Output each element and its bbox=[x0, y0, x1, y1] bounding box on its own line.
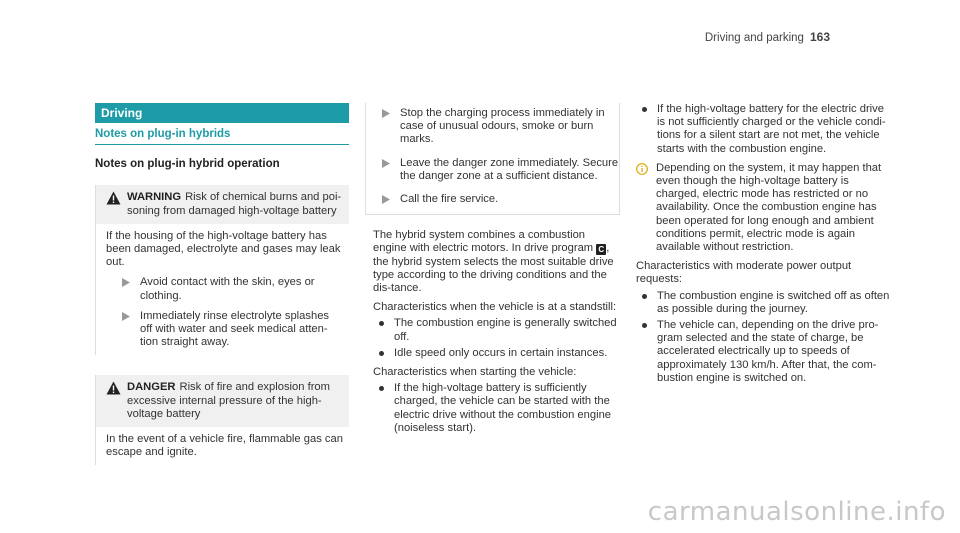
warning-body bbox=[96, 224, 349, 356]
arrow-right-icon bbox=[122, 278, 130, 287]
moderate-power-list bbox=[636, 290, 891, 385]
list-item-text: If the high-voltage battery for the electric drive is not sufficiently charged or the vehicle condi-tions for a silent start are not met, the vehicle starts with the combustion engine. bbox=[657, 103, 886, 155]
arrow-right-icon bbox=[382, 109, 390, 118]
list-item-text: If the high-voltage battery is sufficiently charged, the vehicle can be started with the electric drive without the combustion engine (noiseless start). bbox=[394, 382, 612, 434]
list-item bbox=[636, 290, 891, 316]
watermark: carmanualsonline.info bbox=[647, 497, 946, 527]
start-list-continued bbox=[636, 103, 891, 156]
steps-panel bbox=[365, 103, 620, 215]
step-text: Stop the charging process immediately in case of unusual odours, smoke or burn marks. bbox=[400, 107, 605, 146]
warning-header bbox=[96, 185, 349, 223]
standstill-heading: Characteristics when the vehicle is at a standstill: bbox=[373, 301, 617, 314]
header-section: Driving and parking bbox=[704, 32, 804, 44]
info-text: Depending on the system, it may happen that even though the high-voltage battery is charged, electric mode has restricted or no availability. Once the combustion engine has been operated for long enough and ambient conditions permit, electric mode is again available without restriction. bbox=[656, 161, 882, 254]
step-text: Call the fire service. bbox=[400, 193, 499, 206]
bullet-icon bbox=[642, 107, 647, 112]
danger-triangle-icon bbox=[106, 381, 121, 395]
bullet-icon bbox=[379, 386, 384, 391]
warning-label: WARNING bbox=[127, 191, 182, 204]
list-item bbox=[373, 317, 620, 343]
standstill-list bbox=[365, 317, 620, 360]
arrow-right-icon bbox=[122, 312, 130, 321]
info-note bbox=[636, 162, 891, 254]
bullet-icon bbox=[379, 321, 384, 326]
list-item bbox=[373, 382, 620, 435]
starting-list bbox=[365, 382, 620, 435]
warning-triangle-icon bbox=[106, 191, 121, 205]
bullet-icon bbox=[642, 294, 647, 299]
step-item bbox=[366, 107, 619, 147]
list-item bbox=[373, 347, 620, 360]
page-header bbox=[705, 30, 830, 44]
step-text: Leave the danger zone immediately. Secure the danger zone at a sufficient distance. bbox=[400, 156, 619, 182]
danger-body-text: In the event of a vehicle fire, flammable gas can escape and ignite. bbox=[106, 433, 343, 459]
page-number: 163 bbox=[809, 30, 830, 44]
arrow-right-icon bbox=[382, 195, 390, 204]
info-icon bbox=[636, 163, 648, 175]
warning-title bbox=[127, 191, 343, 217]
subsection-title: Notes on plug-in hybrids bbox=[95, 128, 349, 145]
step-text: Avoid contact with the skin, eyes or clothing. bbox=[140, 276, 315, 302]
heading: Notes on plug-in hybrid operation bbox=[95, 158, 280, 171]
starting-heading: Characteristics when starting the vehicle: bbox=[373, 366, 577, 379]
warning-body-text: If the housing of the high-voltage battery has been damaged, electrolyte and gases may leak out. bbox=[106, 229, 341, 269]
arrow-right-icon bbox=[382, 159, 390, 168]
step-item bbox=[106, 276, 343, 302]
section-bar: Driving bbox=[95, 103, 349, 123]
intro-text-b: , the hybrid system selects the most suitable drive type according to the driving conditions and the dis-tance. bbox=[373, 242, 614, 295]
warning-box bbox=[95, 185, 349, 355]
danger-label: DANGER bbox=[127, 381, 176, 394]
moderate-power-heading: Characteristics with moderate power output requests: bbox=[636, 260, 852, 286]
danger-header bbox=[96, 375, 349, 427]
list-item bbox=[636, 319, 891, 385]
bullet-icon bbox=[379, 351, 384, 356]
list-item-text: The vehicle can, depending on the drive pro-gram selected and the state of charge, be accelerated electrically up to speeds of approximately 130 km/h. After that, the com-bustion engine is switched on. bbox=[657, 319, 879, 384]
list-item bbox=[636, 103, 891, 156]
list-item-text: The combustion engine is generally switched off. bbox=[394, 317, 617, 343]
danger-body bbox=[96, 427, 349, 465]
step-item bbox=[106, 310, 343, 350]
bullet-icon bbox=[642, 323, 647, 328]
list-item-text: The combustion engine is switched off as often as possible during the journey. bbox=[657, 289, 890, 315]
step-item bbox=[366, 193, 619, 206]
intro-paragraph bbox=[365, 229, 620, 295]
intro-text-a: The hybrid system combines a combustion engine with electric motors. In drive program bbox=[373, 229, 594, 255]
drive-program-c-icon: C bbox=[596, 244, 606, 255]
danger-title bbox=[127, 381, 343, 421]
list-item-text: Idle speed only occurs in certain instances. bbox=[394, 346, 608, 359]
column-3 bbox=[636, 103, 891, 385]
danger-text: Risk of fire and explosion from excessive internal pressure of the high-voltage battery bbox=[127, 381, 330, 420]
warning-text: Risk of chemical burns and poi-soning from damaged high-voltage battery bbox=[127, 191, 342, 217]
step-text: Immediately rinse electrolyte splashes off with water and seek medical atten-tion straight away. bbox=[140, 309, 330, 349]
danger-box bbox=[95, 375, 349, 465]
column-2 bbox=[365, 103, 620, 435]
step-item bbox=[366, 157, 619, 183]
column-1 bbox=[95, 103, 349, 465]
